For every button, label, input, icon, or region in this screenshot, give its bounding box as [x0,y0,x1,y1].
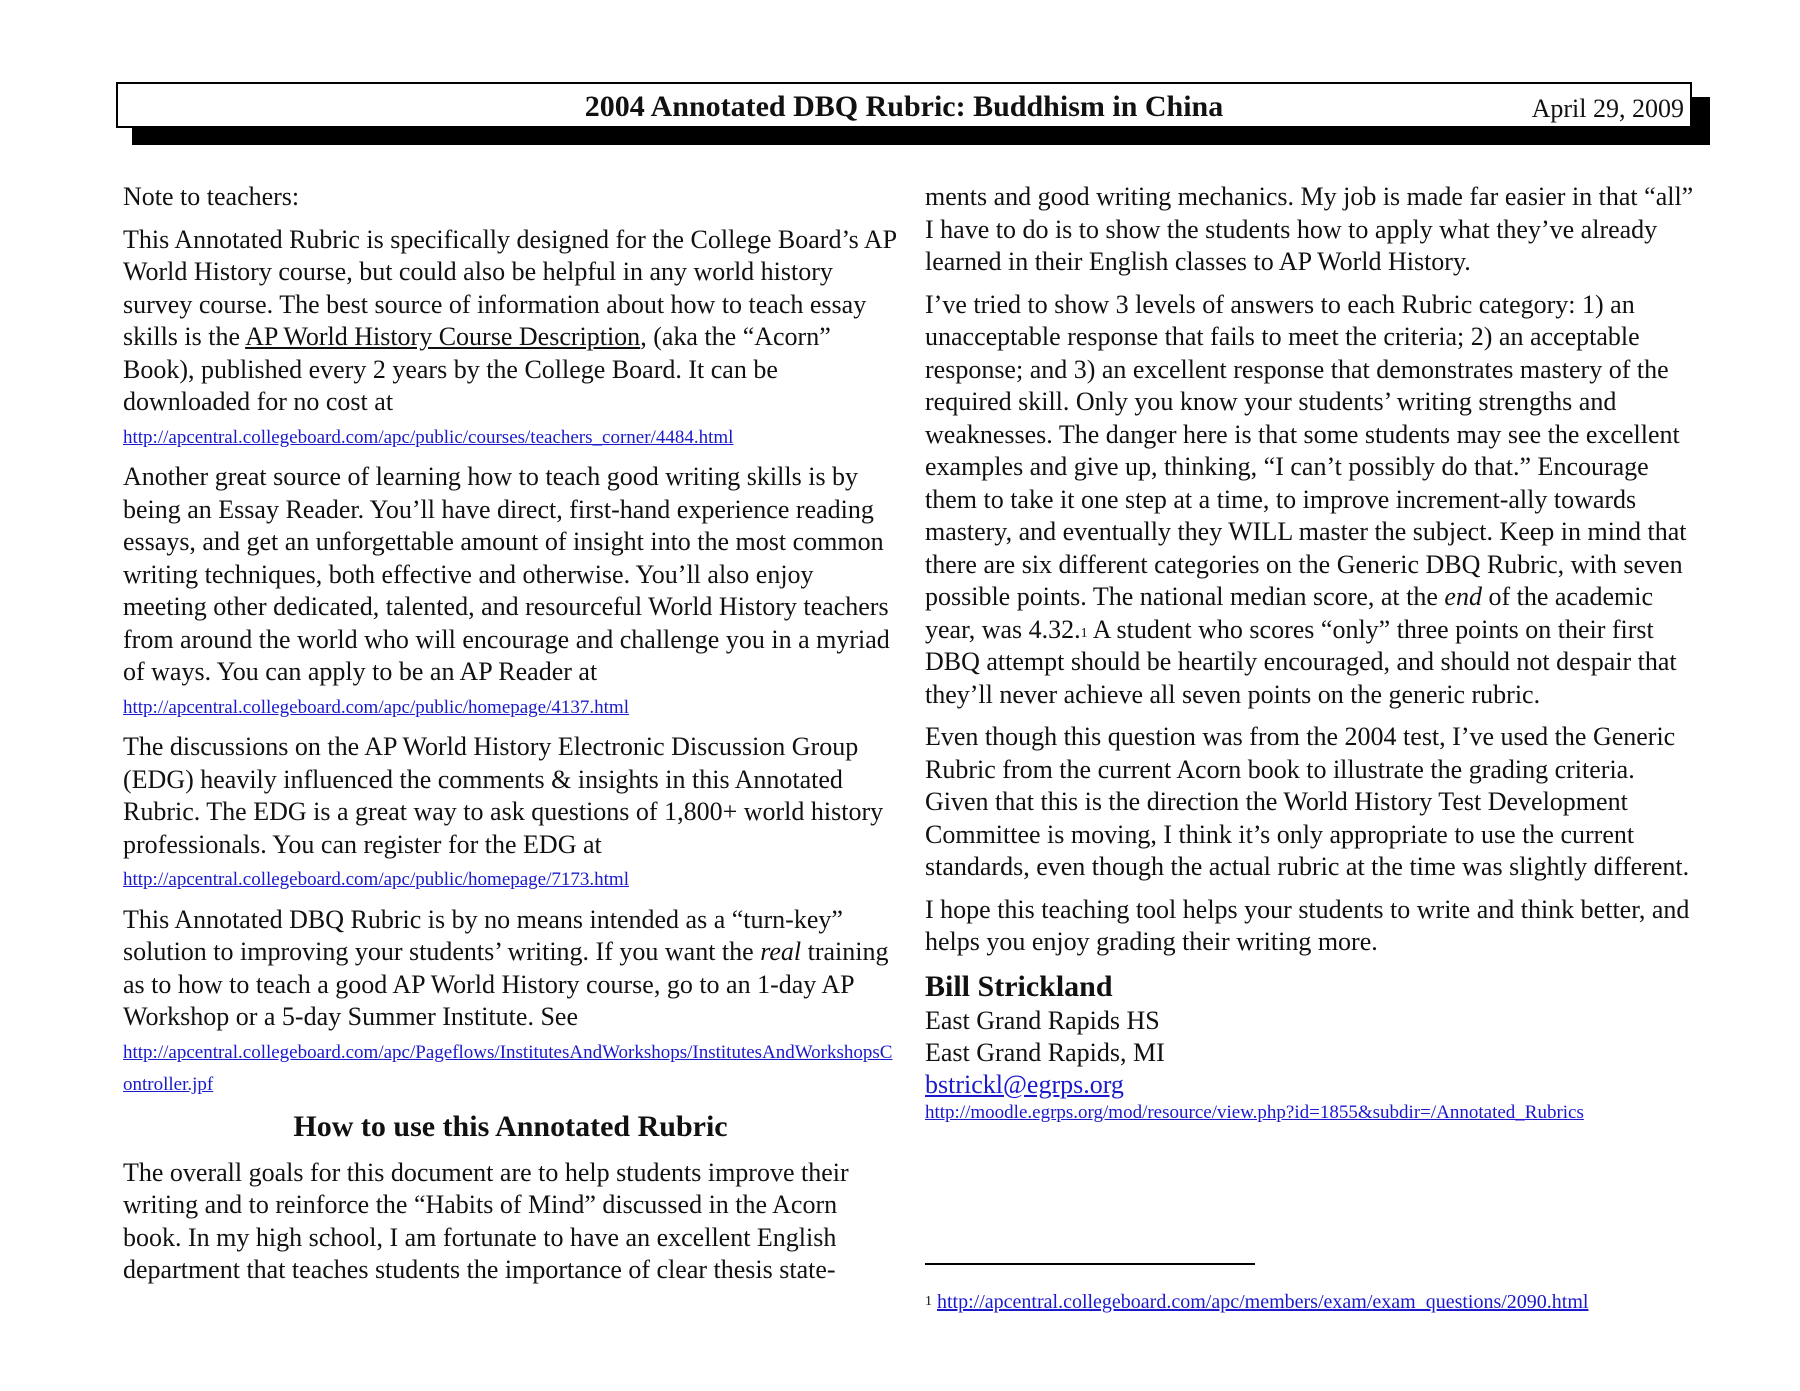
paragraph-turnkey [123,904,898,1099]
document-title: 2004 Annotated DBQ Rubric: Buddhism in China [584,90,1224,123]
footnote-link[interactable]: http://apcentral.collegeboard.com/apc/members/exam/exam_questions/2090.html [937,1291,1589,1313]
emphasis-real: real [760,937,802,966]
right-column [925,181,1700,1125]
course-description-link[interactable]: AP World History Course Description [245,322,641,351]
paragraph-levels-text-a: I’ve tried to show 3 levels of answers to each Rubric category: 1) an unacceptable response that fails to meet the criteria; 2) an acceptable response; and 3) an excellent response that demonstrates mastery of the required skill. Only you know your students’ writing strengths and weaknesses. The danger here is that some students may see the excellent examples and give up, thinking, “I can’t possibly do that.” Encourage them to take it one step at a time, to improve increment-ally towards mastery, and eventually they WILL master the subject. Keep in mind that there are six different categories on the Generic DBQ Rubric, with seven possible points. The national median score, at the [925,289,1687,611]
edg-register-link[interactable]: http://apcentral.collegeboard.com/apc/public/homepage/7173.html [123,869,629,890]
paragraph-levels-text-c: A student who scores “only” three points on their first DBQ attempt should be heartily encouraged, and should not despair that they’ll never achieve all seven points on the generic rubric. [925,614,1677,709]
paragraph-intro-text-b: , (aka the “Acorn” Book), published every 2 years by the College Board. It can be downloaded for no cost at [123,322,831,416]
paragraph-essay-reader-text: Another great source of learning how to teach good writing skills is by being an Essay Reader. You’ll have direct, first-hand experience reading essays, and get an unforgettable amount of insight into the most common writing techniques, both effective and otherwise. You’ll also enjoy meeting other dedicated, talented, and resourceful World History teachers from around the world who will encourage and challenge you in a myriad of ways. You can apply to be an AP Reader at [123,462,890,686]
paragraph-essay-reader [123,461,898,721]
paragraph-mechanics: ments and good writing mechanics. My job is made far easier in that “all” I have to do is to show the students how to apply what they’ve already learned in their English classes to AP World History. [925,182,1694,276]
paragraph-levels-text-b: of the academic year, was 4.32. [925,582,1654,644]
institutes-workshops-link[interactable]: http://apcentral.collegeboard.com/apc/Pageflows/InstitutesAndWorkshops/InstitutesAndWorkshopsController.jpf [123,1041,893,1095]
paragraph-turnkey-text-b: training as to how to teach a good AP World History course, go to an 1-day AP Workshop or a 5-day Summer Institute. See [123,937,889,1031]
ap-reader-link[interactable]: http://apcentral.collegeboard.com/apc/public/homepage/4137.html [123,696,629,718]
author-city: East Grand Rapids, MI [925,1037,1165,1067]
author-school: East Grand Rapids HS [925,1005,1160,1035]
author-email-link[interactable]: bstrickl@egrps.org [925,1069,1124,1099]
paragraph-edg-text: The discussions on the AP World History Electronic Discussion Group (EDG) heavily influenced the comments & insights in this Annotated Rubric. The EDG is a great way to ask questions of 1,800+ world history professionals. You can register for the EDG at [123,732,884,859]
footnote [925,1290,1588,1314]
footnote-number: 1 [925,1294,932,1309]
paragraph-intro [123,224,898,452]
note-label: Note to teachers: [123,182,300,211]
paragraph-edg [123,731,898,894]
paragraph-generic-rubric: Even though this question was from the 2004 test, I’ve used the Generic Rubric from the current Acorn book to illustrate the grading criteria. Given that this is the direction the World History Test Development Committee is moving, I think it’s only appropriate to use the current standards, even though the actual rubric at the time was slightly different. [925,722,1690,881]
author-name: Bill Strickland [925,969,1113,1003]
document-date: April 29, 2009 [1531,94,1684,123]
moodle-link[interactable]: http://moodle.egrps.org/mod/resource/view.php?id=1855&subdir=/Annotated_Rubrics [925,1101,1584,1123]
teachers-corner-link[interactable]: http://apcentral.collegeboard.com/apc/public/courses/teachers_corner/4484.html [123,426,734,448]
section-heading: How to use this Annotated Rubric [293,1109,728,1143]
footnote-ref[interactable]: 1 [1080,625,1088,641]
footnote-divider [925,1263,1255,1265]
paragraph-intro-text-a: This Annotated Rubric is specifically designed for the College Board’s AP World History course, but could also be helpful in any world history survey course. The best source of information about how to teach essay skills is the [123,224,897,351]
paragraph-closing: I hope this teaching tool helps your students to write and think better, and helps you enjoy grading their writing more. [925,894,1690,956]
emphasis-end: end [1444,582,1482,611]
left-column [123,181,898,1297]
paragraph-levels [925,289,1700,712]
paragraph-turnkey-text-a: This Annotated DBQ Rubric is by no means intended as a “turn-key” solution to improving your students’ writing. If you want the [123,904,843,966]
header-bar [116,82,1692,128]
paragraph-goals: The overall goals for this document are to help students improve their writing and to reinforce the “Habits of Mind” discussed in the Acorn book. In my high school, I am fortunate to have an excellent English department that teaches students the importance of clear thesis state- [123,1157,849,1284]
